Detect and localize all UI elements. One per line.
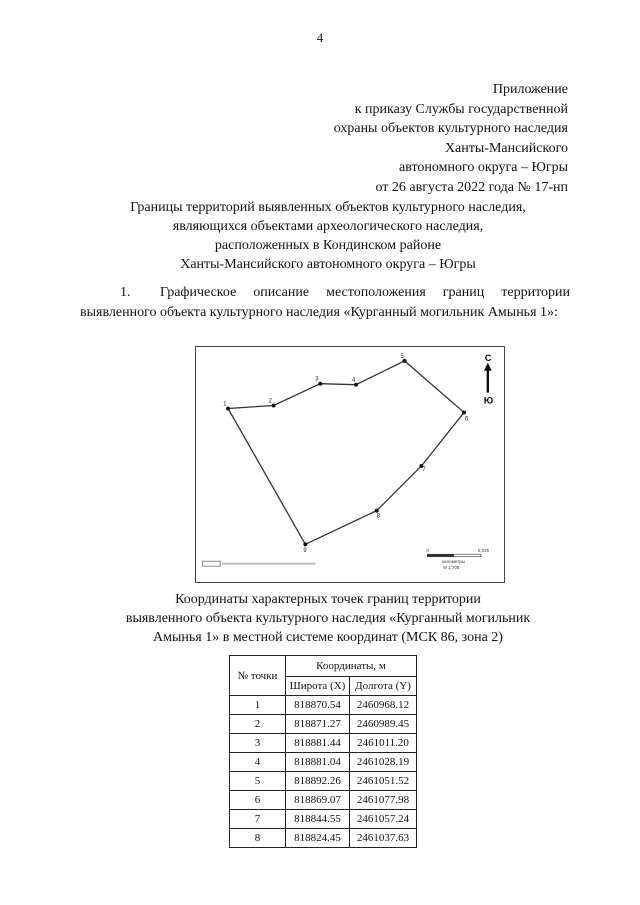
map-point-label: 2 bbox=[268, 398, 273, 405]
coordinates-table bbox=[229, 655, 417, 848]
header-latitude: Широта (X) bbox=[286, 677, 350, 696]
table-row bbox=[230, 791, 417, 810]
scale-units: километры bbox=[442, 559, 465, 565]
cell-longitude: 2461011.20 bbox=[350, 734, 417, 753]
coordinates-title-line: Амынья 1» в местной системе координат (МСК 86, зона 2) bbox=[153, 630, 503, 645]
map-point-label: 9 bbox=[303, 548, 307, 555]
header-longitude: Долгота (Y) bbox=[350, 677, 417, 696]
cell-latitude: 818869.07 bbox=[286, 791, 350, 810]
cell-point-number: 2 bbox=[230, 715, 286, 734]
scale-start: 0 bbox=[426, 548, 429, 554]
header-coordinates: Координаты, м bbox=[286, 656, 417, 677]
cell-latitude: 818881.44 bbox=[286, 734, 350, 753]
cell-longitude: 2460989.45 bbox=[350, 715, 417, 734]
title-line: являющихся объектами археологического наследия, bbox=[172, 219, 484, 234]
scale-bar bbox=[426, 548, 489, 570]
cell-longitude: 2461077.98 bbox=[350, 791, 417, 810]
appendix-line: Приложение bbox=[492, 82, 568, 97]
appendix-line: к приказу Службы государственной bbox=[354, 101, 568, 117]
map-point bbox=[375, 509, 379, 513]
coordinates-title-line: Координаты характерных точек границ территории bbox=[175, 592, 481, 607]
section-text: Графическое описание местоположения границ территории выявленного объекта культурного наследия «Курганный могильник Амынья 1»: bbox=[80, 285, 570, 320]
header-point-number: № точки bbox=[230, 656, 286, 696]
cell-point-number: 4 bbox=[230, 753, 286, 772]
appendix-line: от 26 августа 2022 года № 17-нп bbox=[375, 179, 568, 195]
scale-end: 0,025 bbox=[477, 548, 490, 554]
cell-point-number: 6 bbox=[230, 791, 286, 810]
table-row bbox=[230, 772, 417, 791]
cell-latitude: 818892.26 bbox=[286, 772, 350, 791]
cell-point-number: 7 bbox=[230, 810, 286, 829]
cell-longitude: 2460968.12 bbox=[350, 696, 417, 715]
map-point-label: 3 bbox=[315, 376, 319, 383]
map-point-label: 5 bbox=[400, 353, 404, 360]
table-row bbox=[230, 715, 417, 734]
table-row bbox=[230, 696, 417, 715]
table-header-row bbox=[230, 656, 417, 677]
map-point bbox=[226, 406, 230, 410]
table-row bbox=[230, 829, 417, 848]
legend bbox=[202, 561, 315, 566]
cell-point-number: 3 bbox=[230, 734, 286, 753]
appendix-line: автономного округа – Югры bbox=[399, 160, 568, 176]
map-point-label: 8 bbox=[376, 513, 381, 520]
cell-point-number: 5 bbox=[230, 772, 286, 791]
table-row bbox=[230, 734, 417, 753]
title-line: расположенных в Кондинском районе bbox=[214, 238, 442, 253]
map-canvas bbox=[196, 347, 504, 582]
scale-ratio: М 1:700 bbox=[443, 565, 460, 571]
cell-point-number: 1 bbox=[230, 696, 286, 715]
cell-latitude: 818824.45 bbox=[286, 829, 350, 848]
boundary-points bbox=[226, 359, 466, 546]
north-label: С bbox=[484, 352, 492, 363]
page-number: 4 bbox=[316, 30, 324, 45]
document-title bbox=[80, 198, 576, 274]
cell-point-number: 8 bbox=[230, 829, 286, 848]
appendix-header bbox=[334, 80, 568, 198]
appendix-line: Ханты-Мансийского bbox=[444, 140, 568, 156]
map-point-label: 4 bbox=[351, 377, 356, 384]
cell-longitude: 2461057.24 bbox=[350, 810, 417, 829]
cell-longitude: 2461028.19 bbox=[350, 753, 417, 772]
cell-latitude: 818871.27 bbox=[286, 715, 350, 734]
map-point bbox=[303, 542, 307, 546]
cell-latitude: 818844.55 bbox=[286, 810, 350, 829]
map-point-label: 7 bbox=[422, 466, 426, 473]
coordinates-title bbox=[80, 590, 576, 647]
map-point bbox=[318, 382, 322, 386]
map-point-label: 1 bbox=[223, 401, 227, 408]
cell-latitude: 818870.54 bbox=[286, 696, 350, 715]
cell-latitude: 818881.04 bbox=[286, 753, 350, 772]
table-row bbox=[230, 753, 417, 772]
title-line: Границы территорий выявленных объектов культурного наследия, bbox=[130, 200, 526, 215]
boundary-polygon bbox=[228, 361, 464, 544]
appendix-line: охраны объектов культурного наследия bbox=[333, 121, 568, 137]
boundary-map bbox=[195, 346, 505, 583]
north-arrow bbox=[484, 353, 493, 406]
section-1-paragraph bbox=[80, 283, 570, 323]
cell-longitude: 2461037.63 bbox=[350, 829, 417, 848]
table-row bbox=[230, 810, 417, 829]
map-point bbox=[462, 410, 466, 414]
title-line: Ханты-Мансийского автономного округа – Югры bbox=[180, 257, 476, 272]
map-point-label: 6 bbox=[465, 416, 469, 423]
coordinates-title-line: выявленного объекта культурного наследия «Курганный могильник bbox=[125, 611, 531, 626]
map-point bbox=[272, 404, 276, 408]
south-label: Ю bbox=[483, 395, 494, 406]
section-number: 1. bbox=[120, 285, 131, 300]
cell-longitude: 2461051.52 bbox=[350, 772, 417, 791]
